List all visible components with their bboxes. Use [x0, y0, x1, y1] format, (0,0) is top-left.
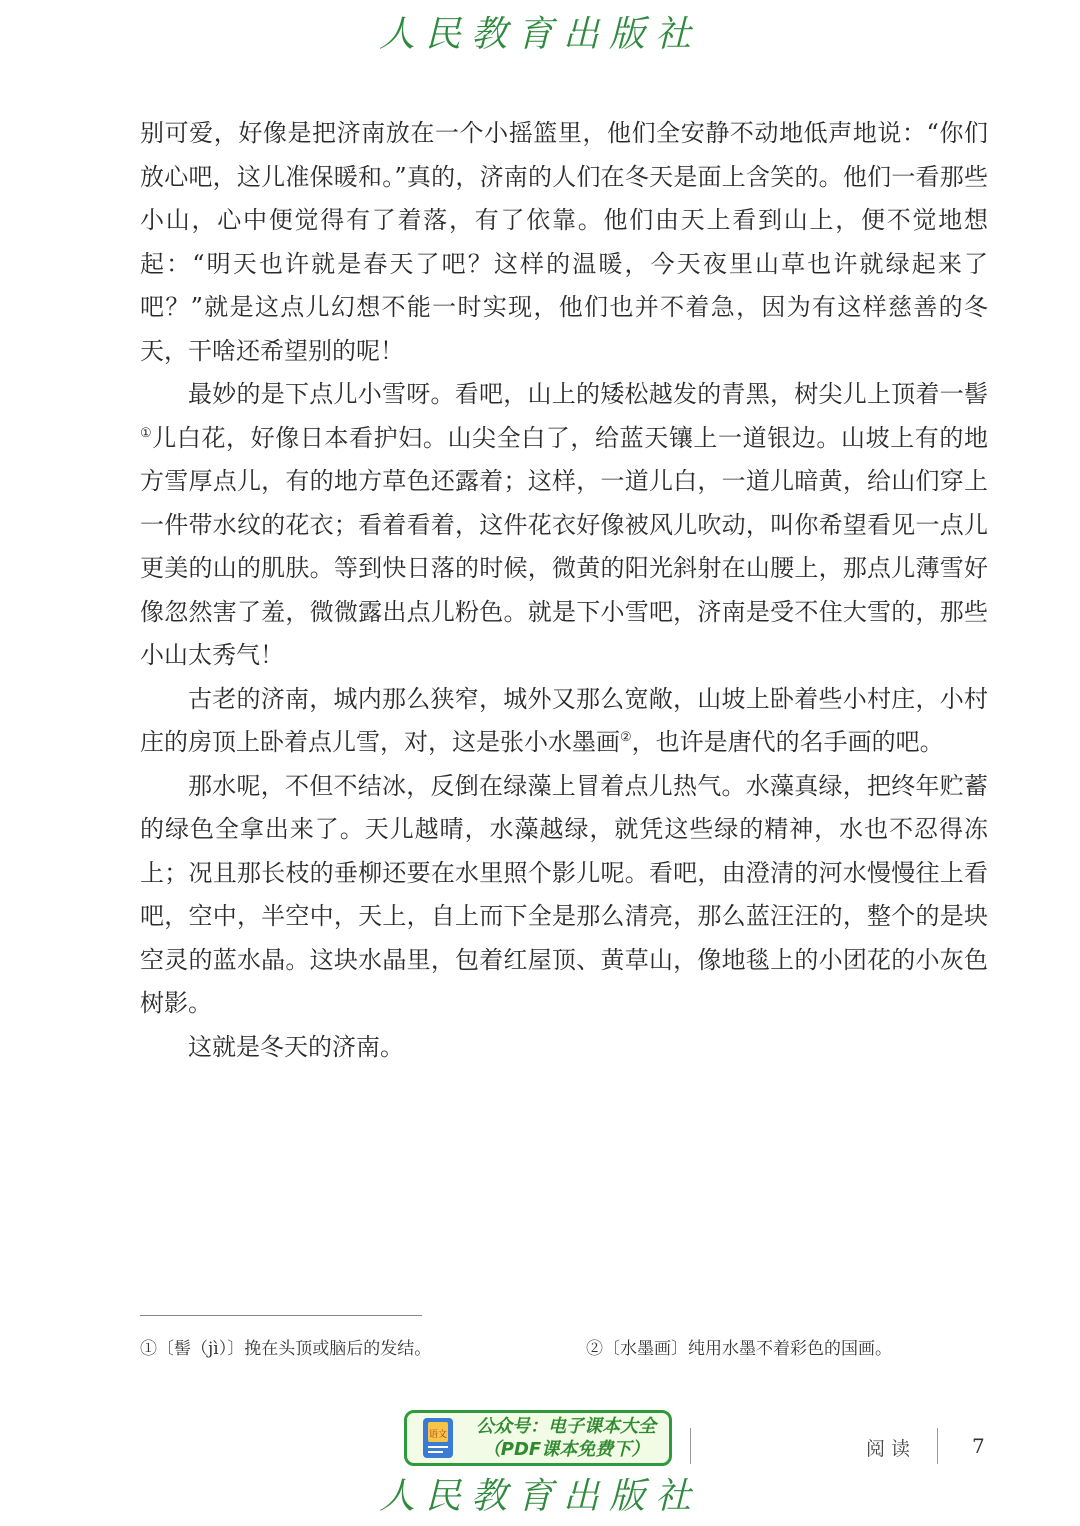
paragraph-snow-part3: 儿白花，好像日本看护妇。山尖全白了，给蓝天镶上一道银边。山坡上有的地方雪厚点儿，有的地方草色还露着；这样，一道儿白，一道儿暗黄，给山们穿上一件带水纹的花衣；看着看着，这件花衣好像被风儿吹动，叫你希望看见一点儿更美的山的肌肤。等到快日落的时候，微黄的阳光斜射在山腰上，那点儿薄雪好像忽然害了羞，微微露出点儿粉色。就是下小雪吧，济南是受不住大雪的，那些小山太秀气！	[140, 423, 989, 669]
publisher-watermark-bottom: 人民教育出版社	[378, 1476, 701, 1517]
svg-text:语文: 语文	[428, 1430, 448, 1440]
badge-line-2: （PDF课本免费下）	[482, 1439, 650, 1460]
wechat-badge[interactable]	[404, 1410, 672, 1466]
paragraph-snow-part2: 髻	[964, 380, 988, 408]
badge-line-1: 公众号：电子课本大全	[476, 1416, 656, 1437]
footer-divider-left	[690, 1428, 691, 1464]
section-label: 阅读	[866, 1438, 917, 1460]
paragraph-village	[140, 678, 988, 765]
paragraph-snow	[140, 373, 988, 678]
paragraph-village-part1: 古老的济南，城内那么狭窄，城外又那么宽敞，山坡上卧着些小村庄，小村庄的房顶上卧着点儿雪，对，这是张小水墨画	[140, 684, 988, 756]
article-body	[140, 112, 988, 1069]
book-icon	[421, 1416, 457, 1460]
paragraph-closing: 这就是冬天的济南。	[188, 1032, 404, 1061]
paragraph-snow-part1: 最妙的是下点儿小雪呀。看吧，山上的矮松越发的青黑，树尖儿上顶着一	[188, 380, 964, 408]
publisher-watermark-top: 人民教育出版社	[378, 14, 701, 55]
paragraph-water: 那水呢，不但不结冰，反倒在绿藻上冒着点儿热气。水藻真绿，把终年贮蓄的绿色全拿出来了。天儿越晴，水藻越绿，就凭这些绿的精神，水也不忍得冻上；况且那长枝的垂柳还要在水里照个影儿呢。看吧，由澄清的河水慢慢往上看吧，空中，半空中，天上，自上而下全是那么清亮，那么蓝汪汪的，整个的是块空灵的蓝水晶。这块水晶里，包着红屋顶、黄草山，像地毯上的小团花的小灰色树影。	[140, 771, 988, 1017]
badge-text	[463, 1415, 669, 1461]
footnote-marker-2[interactable]: ②	[620, 730, 632, 745]
footnote-2: ②〔水墨画〕纯用水墨不着彩色的国画。	[586, 1339, 892, 1359]
footer-divider-right	[937, 1428, 938, 1464]
footnote-1: ①〔髻（jì）〕挽在头顶或脑后的发结。	[140, 1339, 432, 1359]
page-number: 7	[972, 1434, 985, 1458]
footnote-divider	[140, 1315, 422, 1316]
footnote-marker-1[interactable]: ①	[140, 425, 153, 441]
paragraph-continued: 别可爱，好像是把济南放在一个小摇篮里，他们全安静不动地低声地说：“你们放心吧，这儿准保暖和。”真的，济南的人们在冬天是面上含笑的。他们一看那些小山，心中便觉得有了着落，有了依靠。他们由天上看到山上，便不觉地想起：“明天也许就是春天了吧？这样的温暖，今天夜里山草也许就绿起来了吧？”就是这点儿幻想不能一时实现，他们也并不着急，因为有这样慈善的冬天，干啥还希望别的呢！	[140, 119, 988, 365]
paragraph-village-part2: ，也许是唐代的名手画的吧。	[631, 728, 944, 756]
